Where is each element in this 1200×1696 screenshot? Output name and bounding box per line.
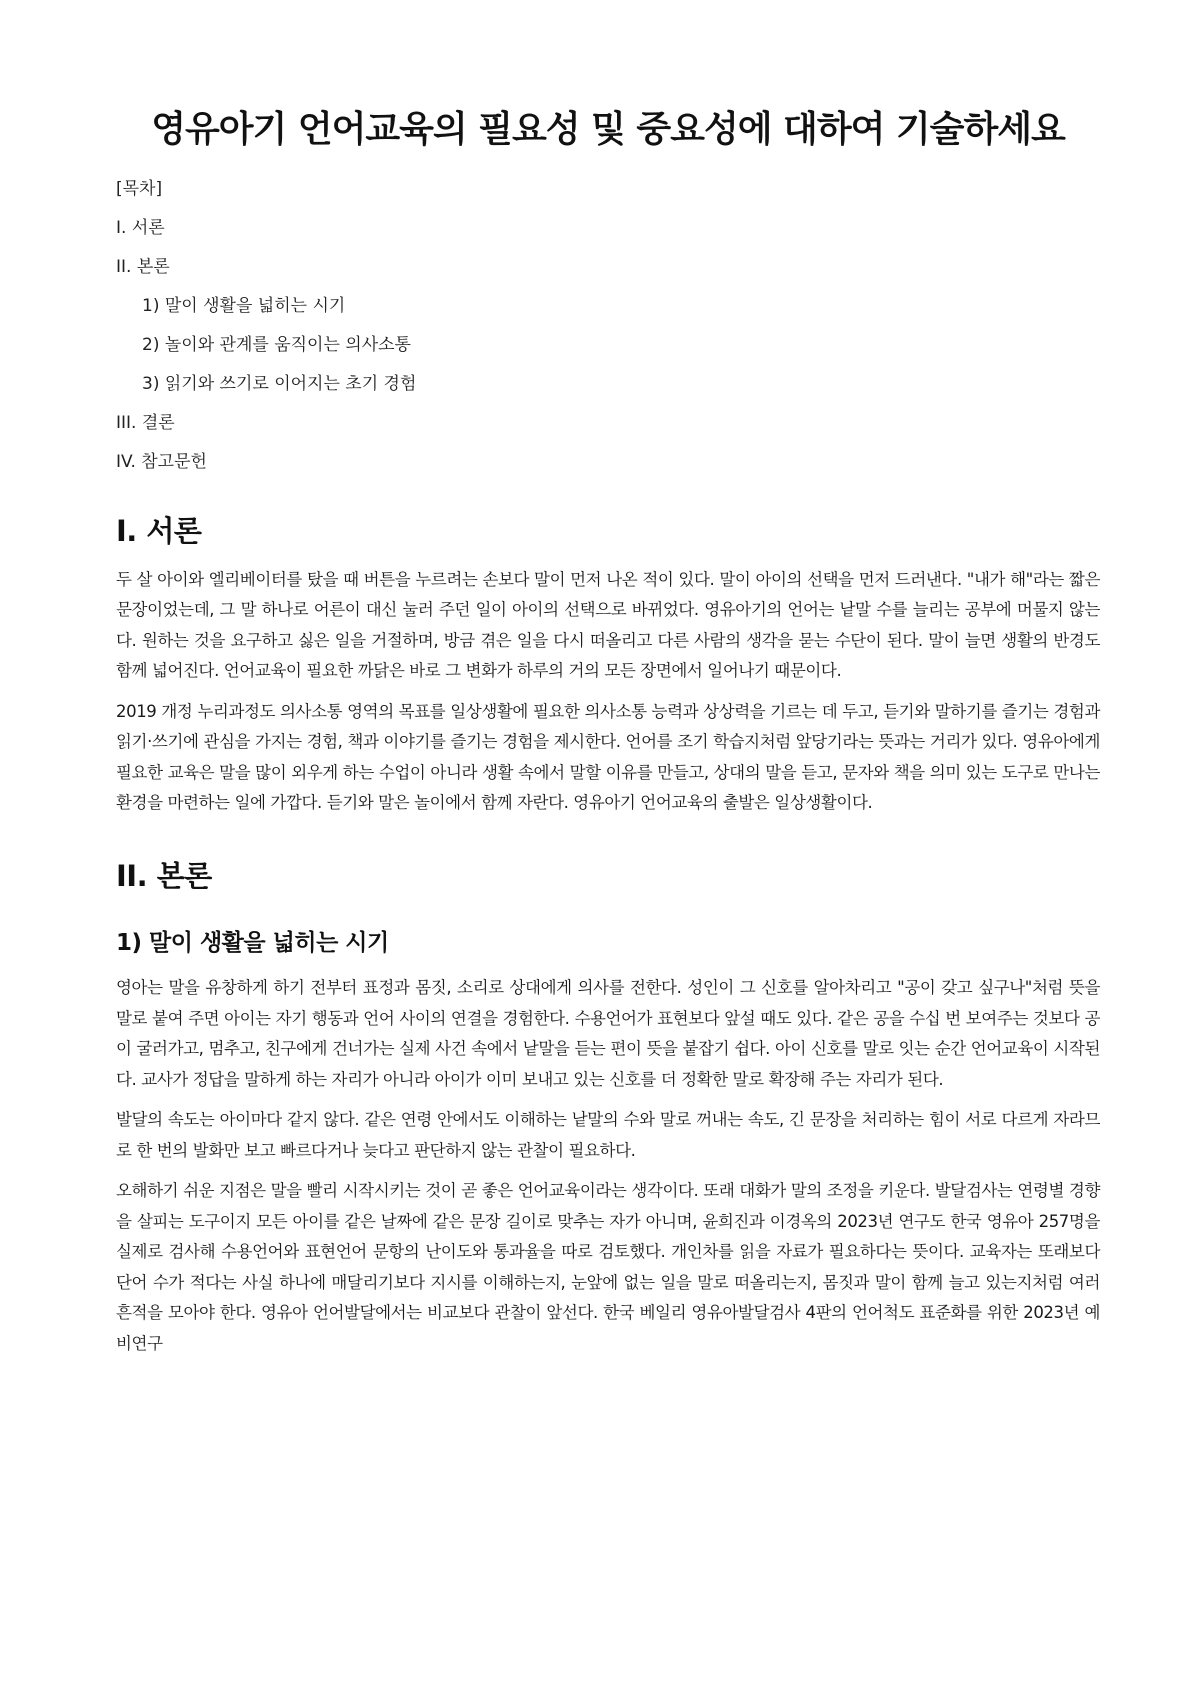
section-heading-body: II. 본론 <box>116 858 212 893</box>
toc-item-conclusion: III. 결론 <box>116 413 175 434</box>
subsection-heading-1: 1) 말이 생활을 넓히는 시기 <box>116 929 389 956</box>
toc-heading: [목차] <box>116 179 163 200</box>
toc-item-references: IV. 참고문헌 <box>116 452 207 473</box>
table-of-contents <box>116 177 1100 474</box>
toc-item-intro: I. 서론 <box>116 218 165 239</box>
toc-item-body: II. 본론 <box>116 257 170 278</box>
toc-item-body-3: 3) 읽기와 쓰기로 이어지는 초기 경험 <box>142 374 417 395</box>
toc-item-body-2: 2) 놀이와 관계를 움직이는 의사소통 <box>142 335 411 356</box>
body-paragraph: 발달의 속도는 아이마다 같지 않다. 같은 연령 안에서도 이해하는 낱말의 수와 말로 꺼내는 속도, 긴 문장을 처리하는 힘이 서로 다르게 자라므로 한 번의 발화만 보고 빠르다거나 늦다고 판단하지 않는 관찰이 필요하다. <box>116 1110 1100 1160</box>
intro-paragraph: 두 살 아이와 엘리베이터를 탔을 때 버튼을 누르려는 손보다 말이 먼저 나온 적이 있다. 말이 아이의 선택을 먼저 드러낸다. "내가 해"라는 짧은 문장이었는데, 그 말 하나로 어른이 대신 눌러 주던 일이 아이의 선택으로 바뀌었다. 영유아기의 언어는 낱말 수를 늘리는 공부에 머물지 않는다. 원하는 것을 요구하고 싫은 일을 거절하며, 방금 겪은 일을 다시 떠올리고 다른 사람의 생각을 묻는 수단이 된다. 말이 늘면 생활의 반경도 함께 넓어진다. 언어교육이 필요한 까닭은 바로 그 변화가 하루의 거의 모든 장면에서 일어나기 때문이다. <box>116 569 1100 681</box>
body-paragraph: 오해하기 쉬운 지점은 말을 빨리 시작시키는 것이 곧 좋은 언어교육이라는 생각이다. 또래 대화가 말의 조정을 키운다. 발달검사는 연령별 경향을 살피는 도구이지 모든 아이를 같은 날짜에 같은 문장 길이로 맞추는 자가 아니며, 윤희진과 이경옥의 2023년 연구도 한국 영유아 257명을 실제로 검사해 수용언어와 표현언어 문항의 난이도와 통과율을 따로 검토했다. 개인차를 읽을 자료가 필요하다는 뜻이다. 교육자는 또래보다 단어 수가 적다는 사실 하나에 매달리기보다 지시를 이해하는지, 눈앞에 없는 일을 말로 떠올리는지, 몸짓과 말이 함께 늘고 있는지처럼 여러 흔적을 모아야 한다. 영유아 언어발달에서는 비교보다 관찰이 앞선다. 한국 베일리 영유아발달검사 4판의 언어척도 표준화를 위한 2023년 예비연구 <box>116 1181 1100 1353</box>
intro-paragraph: 2019 개정 누리과정도 의사소통 영역의 목표를 일상생활에 필요한 의사소통 능력과 상상력을 기르는 데 두고, 듣기와 말하기를 즐기는 경험과 읽기·쓰기에 관심을 가지는 경험, 책과 이야기를 즐기는 경험을 제시한다. 언어를 조기 학습지처럼 앞당기라는 뜻과는 거리가 있다. 영유아에게 필요한 교육은 말을 많이 외우게 하는 수업이 아니라 생활 속에서 말할 이유를 만들고, 상대의 말을 듣고, 문자와 책을 의미 있는 도구로 만나는 환경을 마련하는 일에 가깝다. 듣기와 말은 놀이에서 함께 자란다. 영유아기 언어교육의 출발은 일상생활이다. <box>116 701 1100 813</box>
body-paragraph: 영아는 말을 유창하게 하기 전부터 표정과 몸짓, 소리로 상대에게 의사를 전한다. 성인이 그 신호를 알아차리고 "공이 갖고 싶구나"처럼 뜻을 말로 붙여 주면 아이는 자기 행동과 언어 사이의 연결을 경험한다. 수용언어가 표현보다 앞설 때도 있다. 같은 공을 수십 번 보여주는 것보다 공이 굴러가고, 멈추고, 친구에게 건너가는 실제 사건 속에서 낱말을 듣는 편이 뜻을 붙잡기 쉽다. 아이 신호를 말로 잇는 순간 언어교육이 시작된다. 교사가 정답을 말하게 하는 자리가 아니라 아이가 이미 보내고 있는 신호를 더 정확한 말로 확장해 주는 자리가 된다. <box>116 978 1100 1089</box>
document-title: 영유아기 언어교육의 필요성 및 중요성에 대하여 기술하세요 <box>151 109 1065 150</box>
section-heading-intro: I. 서론 <box>116 514 202 549</box>
toc-item-body-1: 1) 말이 생활을 넓히는 시기 <box>142 296 346 317</box>
